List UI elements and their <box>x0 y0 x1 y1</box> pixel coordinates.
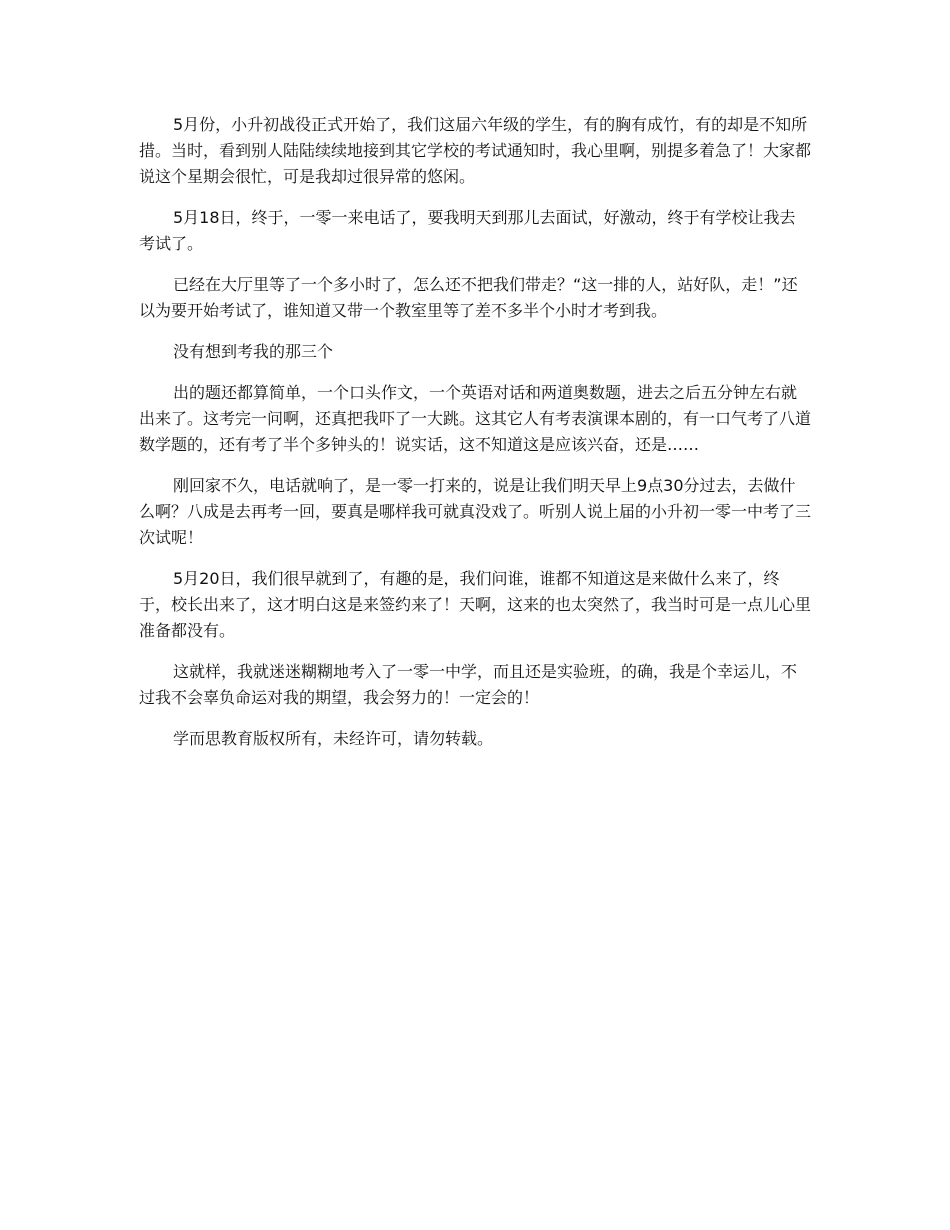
paragraph-4: 没有想到考我的那三个 <box>173 342 334 361</box>
paragraph-8: 这就样，我就迷迷糊糊地考入了一零一中学，而且还是实验班，的确，我是个幸运儿，不过我不会辜负命运对我的期望，我会努力的！一定会的！ <box>139 662 798 707</box>
paragraph-1: 5月份，小升初战役正式开始了，我们这届六年级的学生，有的胸有成竹，有的却是不知所措。当时，看到别人陆陆续续地接到其它学校的考试通知时，我心里啊，别提多着急了！大家都说这个星期会很忙，可是我却过很异常的悠闲。 <box>139 115 812 186</box>
paragraph-7: 5月20日，我们很早就到了，有趣的是，我们问谁，谁都不知道这是来做什么来了，终于，校长出来了，这才明白这是来签约来了！天啊，这来的也太突然了，我当时可是一点儿心里准备都没有。 <box>139 569 812 640</box>
document-body <box>139 112 811 767</box>
paragraph-3: 已经在大厅里等了一个多小时了，怎么还不把我们带走？“这一排的人，站好队，走！”还以为要开始考试了，谁知道又带一个教室里等了差不多半个小时才考到我。 <box>139 275 798 320</box>
paragraph-5: 出的题还都算简单，一个口头作文，一个英语对话和两道奥数题，进去之后五分钟左右就出来了。这考完一问啊，还真把我吓了一大跳。这其它人有考表演课本剧的，有一口气考了八道数学题的，还有考了半个多钟头的！说实话，这不知道这是应该兴奋，还是…… <box>139 383 812 454</box>
paragraph-6: 刚回家不久，电话就响了，是一零一打来的，说是让我们明天早上9点30分过去，去做什么啊？八成是去再考一回，要真是哪样我可就真没戏了。听别人说上届的小升初一零一中考了三次试呢！ <box>139 476 812 547</box>
paragraph-2: 5月18日，终于，一零一来电话了，要我明天到那儿去面试，好激动，终于有学校让我去考试了。 <box>139 208 796 253</box>
copyright-notice: 学而思教育版权所有，未经许可，请勿转载。 <box>173 729 494 748</box>
